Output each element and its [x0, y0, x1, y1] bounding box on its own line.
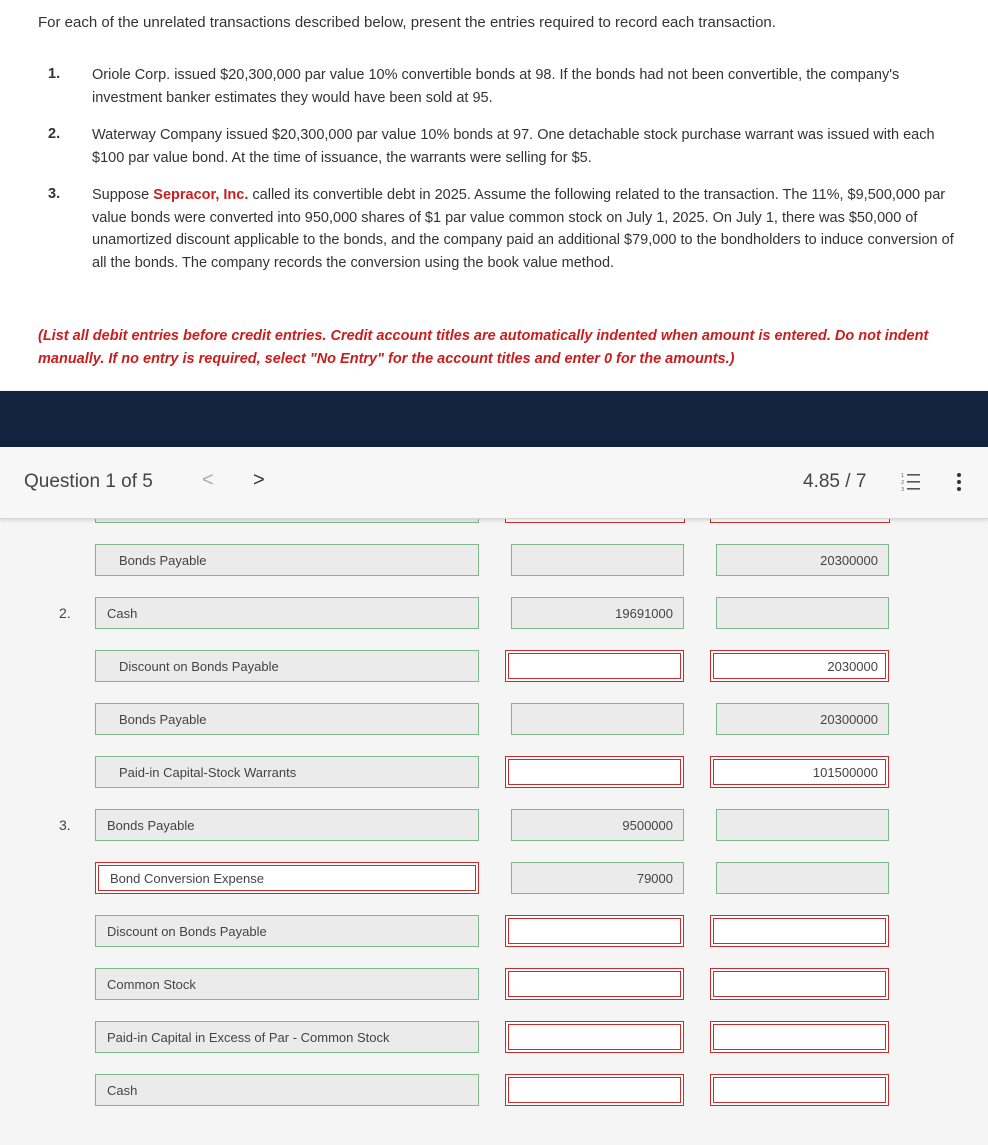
item-number-3: 3.	[48, 186, 61, 202]
instructions-text: (List all debit entries before credit entries. Credit account titles are automatically indented when amount is entered. Do not indent manually. If no entry is required, select "No Entry" for the account titles and enter 0 for the amounts.)	[38, 328, 929, 367]
score-display: 4.85 / 7	[803, 471, 867, 492]
debit-field[interactable]	[511, 544, 684, 576]
credit-field[interactable]	[716, 597, 889, 629]
account-field[interactable]: Common Stock	[95, 968, 479, 1000]
debit-field[interactable]	[505, 1074, 684, 1106]
item-text-2: Waterway Company issued $20,300,000 par value 10% bonds at 97. One detachable stock purchase warrant was issued with each $100 par value bond. At the time of issuance, the warrants were selling for $5.	[92, 127, 935, 166]
credit-field[interactable]: 2030000	[710, 650, 889, 682]
credit-field[interactable]: 20300000	[716, 544, 889, 576]
intro-text: For each of the unrelated transactions described below, present the entries required to record each transaction.	[38, 14, 776, 31]
credit-field[interactable]	[710, 1074, 889, 1106]
debit-field[interactable]	[505, 915, 684, 947]
debit-field[interactable]	[505, 756, 684, 788]
credit-field[interactable]: 101500000	[710, 756, 889, 788]
credit-field[interactable]: 20300000	[716, 703, 889, 735]
debit-field[interactable]	[505, 650, 684, 682]
credit-field[interactable]	[710, 1021, 889, 1053]
account-field[interactable]: Bonds Payable	[95, 544, 479, 576]
next-question-button[interactable]: >	[253, 469, 265, 491]
debit-field[interactable]	[505, 968, 684, 1000]
question-list-icon[interactable]	[901, 471, 921, 493]
account-field[interactable]: Discount on Bonds Payable	[95, 915, 479, 947]
svg-text:3: 3	[901, 487, 905, 493]
account-field[interactable]: Cash	[95, 1074, 479, 1106]
debit-field[interactable]: 79000	[511, 862, 684, 894]
question-bar	[0, 447, 988, 519]
debit-field[interactable]: 19691000	[511, 597, 684, 629]
item-text-1: Oriole Corp. issued $20,300,000 par value 10% convertible bonds at 98. If the bonds had not been convertible, the company's investment banker estimates they would have been sold at 95.	[92, 67, 900, 106]
account-field[interactable]: Discount on Bonds Payable	[95, 650, 479, 682]
account-field[interactable]: Paid-in Capital-Stock Warrants	[95, 756, 479, 788]
account-field[interactable]: Paid-in Capital in Excess of Par - Common Stock	[95, 1021, 479, 1053]
debit-field[interactable]: 9500000	[511, 809, 684, 841]
item-number-1: 1.	[48, 66, 61, 82]
item-3-text-after: called its convertible debt in 2025. Assume the following related to the transaction. The 11%, $9,500,000 par value bonds were converted into 950,000 shares of $1 par value common stock on July 1, 2025. On July 1, there was $50,000 of unamortized discount applicable to the bonds, and the company paid an additional $79,000 to the bondholders to induce conversion of all the bonds. The company records the conversion using the book value method.	[92, 187, 954, 271]
nav-band	[0, 391, 988, 447]
company-link[interactable]: Sepracor, Inc.	[153, 187, 249, 203]
account-field[interactable]: Bonds Payable	[95, 809, 479, 841]
item-text-3	[92, 184, 967, 274]
more-options-icon[interactable]	[951, 470, 967, 494]
credit-field[interactable]	[710, 968, 889, 1000]
question-label: Question 1 of 5	[24, 471, 153, 492]
svg-text:2: 2	[901, 480, 905, 486]
credit-field[interactable]	[710, 915, 889, 947]
debit-field[interactable]	[511, 703, 684, 735]
item-number-2: 2.	[48, 126, 61, 142]
credit-field[interactable]	[716, 809, 889, 841]
account-field[interactable]: Bond Conversion Expense	[95, 862, 479, 894]
entry-number-2: 2.	[59, 605, 71, 621]
item-3-text-before: Suppose	[92, 187, 154, 203]
account-field[interactable]: Cash	[95, 597, 479, 629]
account-field[interactable]: Bonds Payable	[95, 703, 479, 735]
svg-text:1: 1	[901, 473, 905, 479]
credit-field[interactable]	[716, 862, 889, 894]
entry-number-3: 3.	[59, 817, 71, 833]
previous-question-button[interactable]: <	[202, 469, 214, 491]
debit-field[interactable]	[505, 1021, 684, 1053]
problem-card	[0, 0, 988, 390]
